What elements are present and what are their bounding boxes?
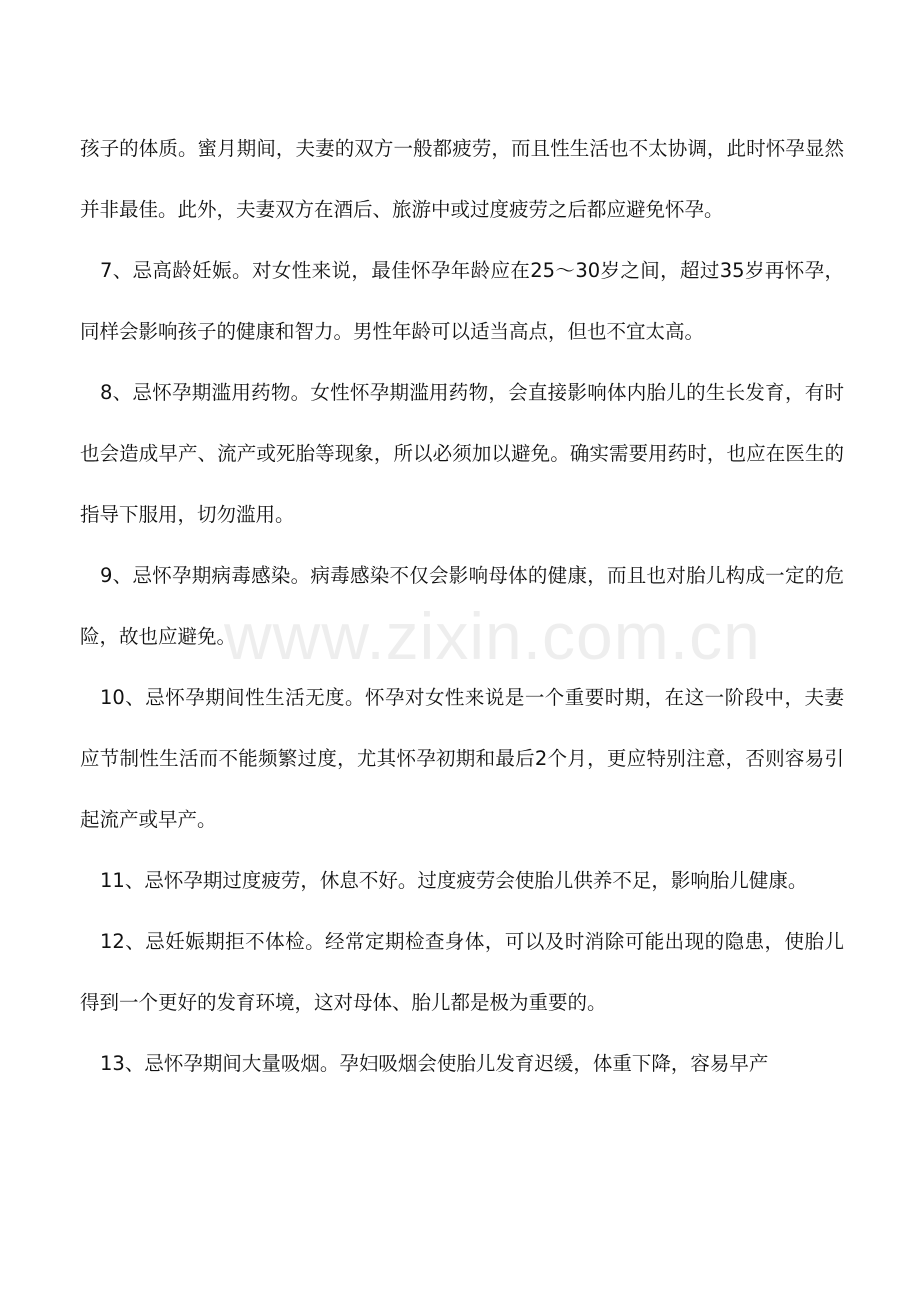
document-body [80, 118, 844, 1094]
paragraph-item-9: 9、忌怀孕期病毒感染。病毒感染不仅会影响母体的健康，而且也对胎儿构成一定的危险，故也应避免。 [80, 564, 844, 648]
paragraph-item-10: 10、忌怀孕期间性生活无度。怀孕对女性来说是一个重要时期，在这一阶段中，夫妻应节制性生活而不能频繁过度，尤其怀孕初期和最后2个月，更应特别注意，否则容易引起流产或早产。 [80, 686, 844, 831]
paragraph-item-11: 11、忌怀孕期过度疲劳，休息不好。过度疲劳会使胎儿供养不足，影响胎儿健康。 [100, 869, 808, 892]
paragraph-item-12: 12、忌妊娠期拒不体检。经常定期检查身体，可以及时消除可能出现的隐患，使胎儿得到一个更好的发育环境，这对母体、胎儿都是极为重要的。 [80, 930, 844, 1014]
paragraph-continuation: 孩子的体质。蜜月期间，夫妻的双方一般都疲劳，而且性生活也不太协调，此时怀孕显然并非最佳。此外，夫妻双方在酒后、旅游中或过度疲劳之后都应避免怀孕。 [80, 137, 844, 221]
paragraph-item-8: 8、忌怀孕期滥用药物。女性怀孕期滥用药物，会直接影响体内胎儿的生长发育，有时也会造成早产、流产或死胎等现象，所以必须加以避免。确实需要用药时，也应在医生的指导下服用，切勿滥用。 [80, 381, 844, 526]
watermark: www.zixin.com.cn [224, 599, 761, 673]
paragraph-item-7: 7、忌高龄妊娠。对女性来说，最佳怀孕年龄应在25～30岁之间，超过35岁再怀孕，同样会影响孩子的健康和智力。男性年龄可以适当高点，但也不宜太高。 [80, 259, 844, 343]
paragraph-item-13: 13、忌怀孕期间大量吸烟。孕妇吸烟会使胎儿发育迟缓，体重下降，容易早产 [100, 1052, 769, 1075]
